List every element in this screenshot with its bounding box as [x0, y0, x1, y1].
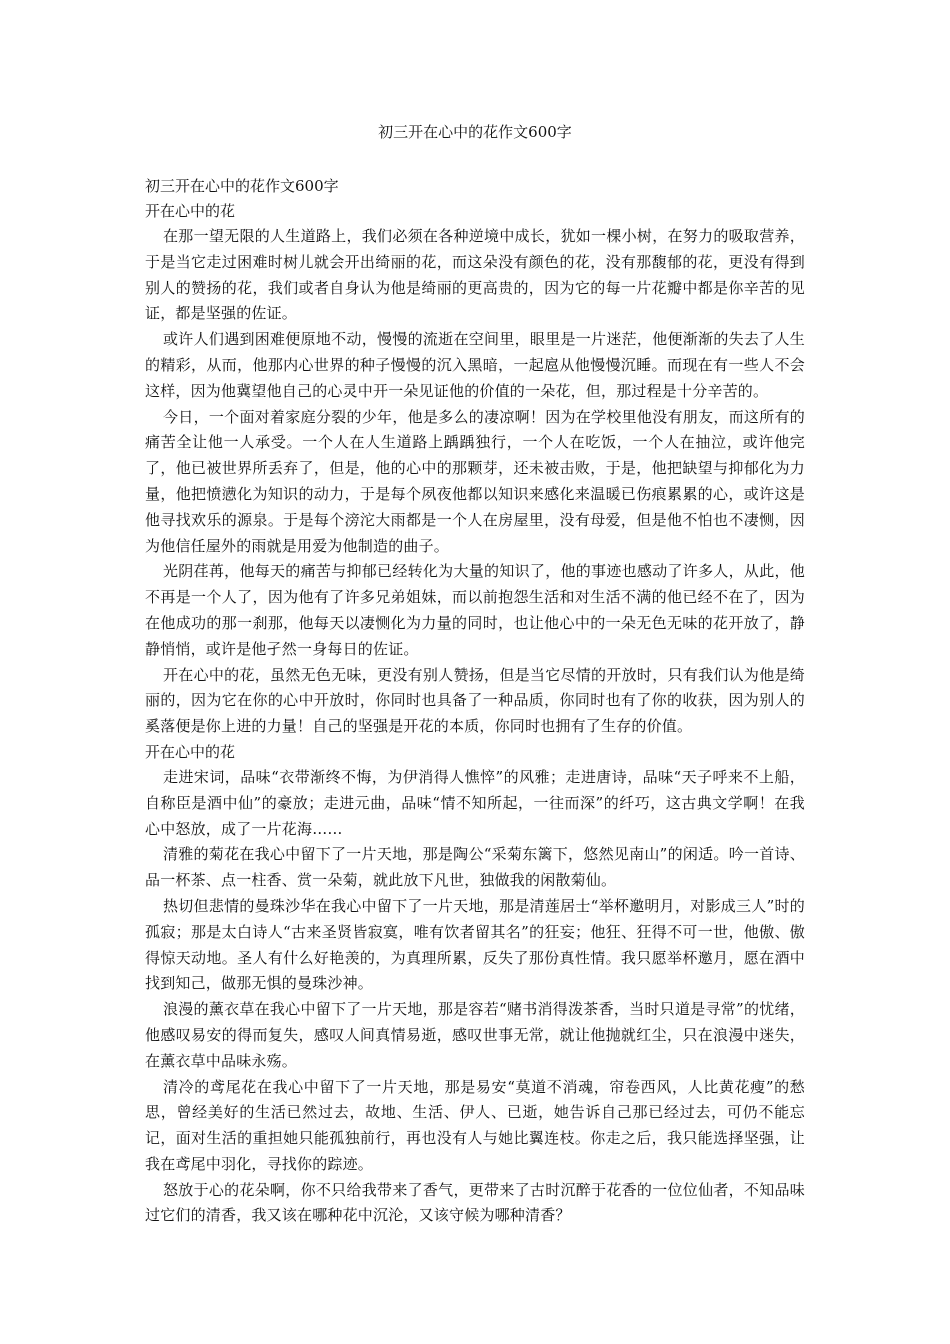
paragraph: 开在心中的花，虽然无色无味，更没有别人赞扬，但是当它尽情的开放时，只有我们认为他是绮丽的，因为它在你的心中开放时，你同时也具备了一种品质，你同时也有了你的收获，因为别人的奚落便是你上进的力量！自己的坚强是开花的本质，你同时也拥有了生存的价值。	[145, 665, 805, 736]
paragraph: 清冷的鸢尾花在我心中留下了一片天地，那是易安“莫道不消魂，帘卷西风，人比黄花瘦”的愁思，曾经美好的生活已然过去，故地、生活、伊人、已逝，她告诉自己那已经过去，可仍不能忘记，面对生活的重担她只能孤独前行，再也没有人与她比翼连枝。你走之后，我只能选择坚强，让我在鸢尾中羽化，寻找你的踪迹。	[145, 1077, 805, 1173]
document-title: 初三开在心中的花作文600字	[378, 123, 572, 141]
paragraph: 走进宋词，品味“衣带渐终不悔，为伊消得人憔悴”的风雅；走进唐诗，品味“天子呼来不上船，自称臣是酒中仙”的豪放；走进元曲，品味“情不知所起，一往而深”的纤巧，这古典文学啊！在我心中怒放，成了一片花海……	[145, 767, 805, 838]
paragraph: 清雅的菊花在我心中留下了一片天地，那是陶公“采菊东篱下，悠然见南山”的闲适。吟一首诗、品一杯茶、点一柱香、赏一朵菊，就此放下凡世，独做我的闲散菊仙。	[145, 845, 805, 890]
paragraph: 浪漫的薰衣草在我心中留下了一片天地，那是容若“赌书消得泼茶香，当时只道是寻常”的忧绪，他感叹易安的得而复失，感叹人间真情易逝，感叹世事无常，就让他抛就红尘，只在浪漫中迷失，在薰衣草中品味永殇。	[145, 1000, 805, 1070]
document-page	[145, 120, 805, 1229]
paragraph: 怒放于心的花朵啊，你不只给我带来了香气，更带来了古时沉醉于花香的一位位仙者，不知品味过它们的清香，我又该在哪种花中沉沦，又该守候为哪种清香？	[145, 1180, 805, 1225]
section-heading-2: 开在心中的花	[145, 742, 236, 761]
document-subtitle: 初三开在心中的花作文600字	[145, 177, 339, 195]
paragraph: 在那一望无限的人生道路上，我们必须在各种逆境中成长，犹如一棵小树，在努力的吸取营养，于是当它走过困难时树儿就会开出绮丽的花，而这朵没有颜色的花，没有那馥郁的花，更没有得到别人的赞扬的花，我们或者自身认为他是绮丽的更高贵的，因为它的每一片花瓣中都是你辛苦的见证，都是坚强的佐证。	[145, 227, 805, 323]
section-heading-1: 开在心中的花	[145, 202, 236, 220]
paragraph: 或许人们遇到困难便原地不动，慢慢的流逝在空间里，眼里是一片迷茫，他便渐渐的失去了人生的精彩，从而，他那内心世界的种子慢慢的沉入黑暗，一起扈从他慢慢沉睡。而现在有一些人不会这样，因为他冀望他自己的心灵中开一朵见证他的价值的一朵花，但，那过程是十分辛苦的。	[145, 330, 805, 400]
paragraph: 热切但悲情的曼珠沙华在我心中留下了一片天地，那是清莲居士“举杯邀明月，对影成三人”时的孤寂；那是太白诗人“古来圣贤皆寂寞，唯有饮者留其名”的狂妄；他狂、狂得不可一世，他傲、傲得惊天动地。圣人有什么好艳羡的，为真理所累，反失了那份真性情。我只愿举杯邀月，愿在酒中找到知己，做那无惧的曼珠沙神。	[145, 896, 805, 993]
paragraph: 今日，一个面对着家庭分裂的少年，他是多么的凄凉啊！因为在学校里他没有朋友，而这所有的痛苦全让他一人承受。一个人在人生道路上踽踽独行，一个人在吃饭，一个人在抽泣，或许他完了，他已被世界所丢弃了，但是，他的心中的那颗芽，还未被击败，于是，他把缺望与抑郁化为力量，他把愤懑化为知识的动力，于是每个夙夜他都以知识来感化来温暖已伤痕累累的心，或许这是他寻找欢乐的源泉。于是每个滂沱大雨都是一个人在房屋里，没有母爱，但是他不怕也不凄恻，因为他信任屋外的雨就是用爱为他制造的曲子。	[145, 407, 805, 555]
paragraph: 光阴荏苒，他每天的痛苦与抑郁已经转化为大量的知识了，他的事迹也感动了许多人，从此，他不再是一个人了，因为他有了许多兄弟姐妹，而以前抱怨生活和对生活不满的他已经不在了，因为在他成功的那一刹那，他每天以凄恻化为力量的同时，也让他心中的一朵无色无味的花开放了，静静悄悄，或许是他孑然一身每日的佐证。	[145, 562, 805, 658]
